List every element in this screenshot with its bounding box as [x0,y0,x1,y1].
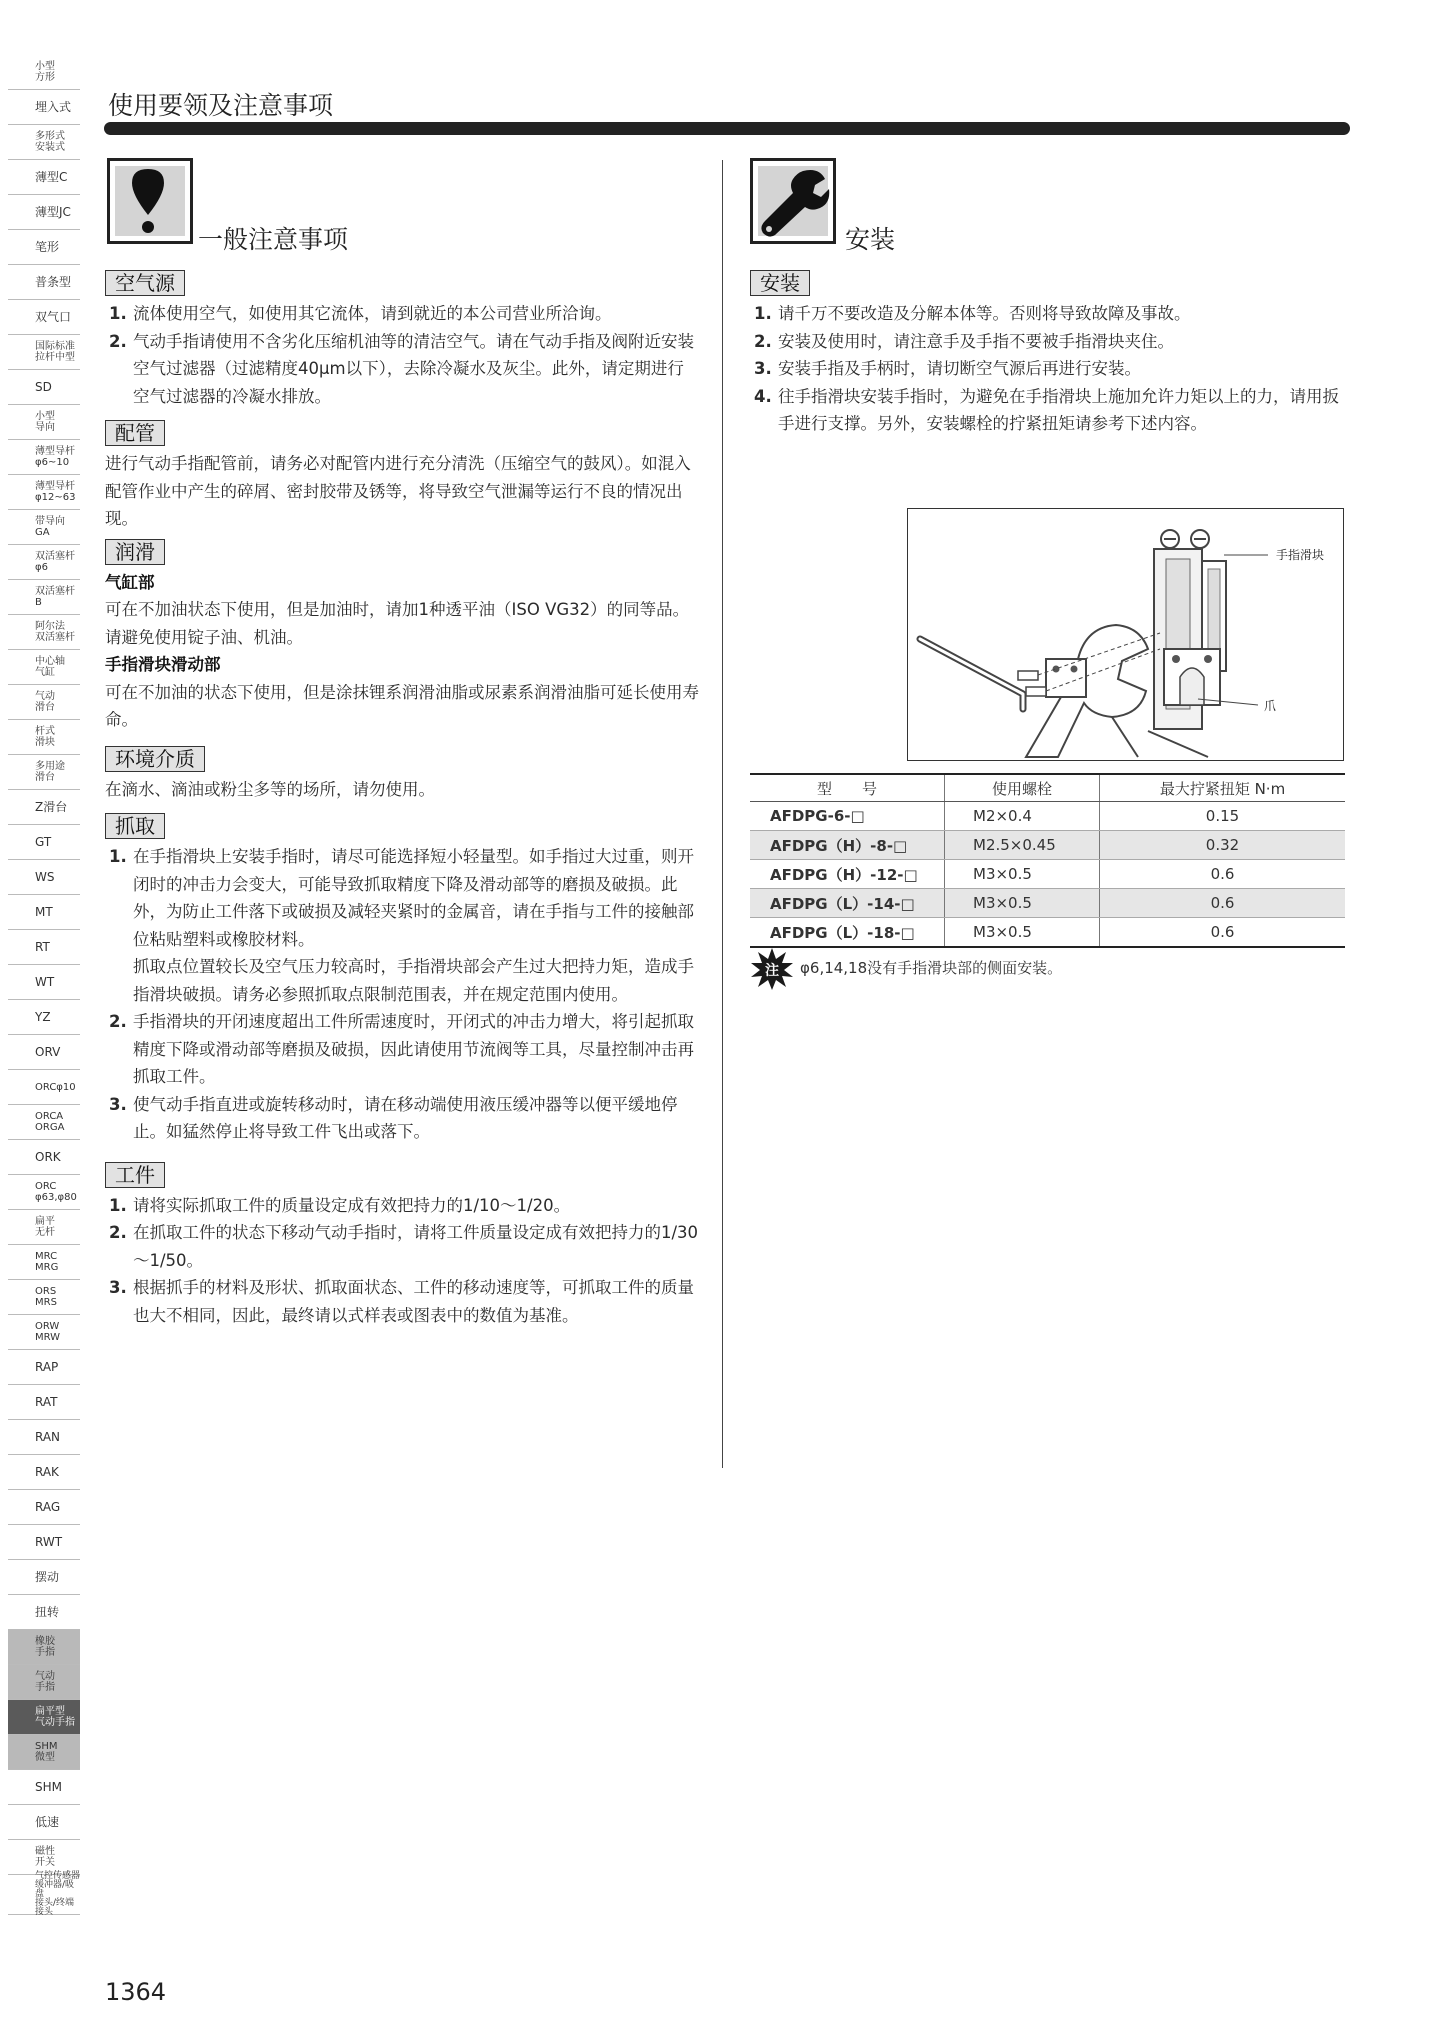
sidebar-item[interactable]: WS [8,860,80,895]
sidebar-item[interactable]: YZ [8,1000,80,1035]
sidebar-item[interactable]: 笔形 [8,230,80,265]
sidebar-item[interactable]: RAT [8,1385,80,1420]
subhead-environment: 环境介质 [105,746,205,772]
sidebar-item[interactable]: ORCA ORGA [8,1105,80,1140]
table-header-row [750,774,1345,802]
sidebar-item[interactable]: 薄型导杆 φ12~63 [8,475,80,510]
installation-list [750,300,1345,438]
list-item: 3. 使气动手指直进或旋转移动时，请在移动端使用液压缓冲器等以便平缓地停止。如猛然停止将导致工件飞出或落下。 [109,1094,678,1141]
note-badge: 注 [765,963,779,979]
title-rule [104,122,1350,135]
sidebar-item[interactable]: 杆式 滑块 [8,720,80,755]
wrench-icon [750,158,836,244]
sidebar-item[interactable]: SD [8,370,80,405]
sidebar-item[interactable]: 磁性 开关 [8,1840,80,1875]
sidebar-item[interactable]: 埋入式 [8,90,80,125]
sidebar-item[interactable]: 扁平型 气动手指 [8,1700,80,1735]
subhead-air-source: 空气源 [105,270,185,296]
sidebar-item[interactable]: 多形式 安装式 [8,125,80,160]
installation-heading: 安装 [845,225,896,254]
list-item: 3. 安装手指及手柄时，请切断空气源后再进行安装。 [754,359,1141,378]
list-item: 2. 在抓取工件的状态下移动气动手指时，请将工件质量设定成有效把持力的1/30～1/50。 [109,1223,699,1270]
sidebar-item[interactable]: 薄型C [8,160,80,195]
category-sidebar [8,55,80,1915]
table-row: AFDPG（L）-14-□ M3×0.5 0.6 [750,889,1345,918]
sidebar-item[interactable]: 橡胶 手指 [8,1630,80,1665]
table-row: AFDPG（L）-18-□ M3×0.5 0.6 [750,918,1345,948]
list-item: 2. 气动手指请使用不含劣化压缩机油等的清洁空气。请在气动手指及阀附近安装空气过滤器（过滤精度40μm以下），去除冷凝水及灰尘。此外，请定期进行空气过滤器的冷凝水排放。 [109,331,694,406]
left-column [105,264,700,1329]
list-item: 4. 往手指滑块安装手指时，为避免在手指滑块上施加允许力矩以上的力，请用扳手进行支撑。另外，安装螺栓的拧紧扭矩请参考下述内容。 [754,386,1339,433]
sidebar-item[interactable]: MT [8,895,80,930]
list-item: 2. 安装及使用时，请注意手及手指不要被手指滑块夹住。 [754,331,1174,351]
list-item: 1. 请将实际抓取工件的质量设定成有效把持力的1/10～1/20。 [109,1195,571,1215]
environment-text: 在滴水、滴油或粉尘多等的场所，请勿使用。 [105,779,435,799]
sidebar-item[interactable]: GT [8,825,80,860]
lubrication-cylinder-text: 可在不加油状态下使用，但是加油时，请加1种透平油（ISO VG32）的同等品。请避免使用锭子油、机油。 [105,600,690,647]
sidebar-item[interactable]: ORC φ63,φ80 [8,1175,80,1210]
sidebar-item[interactable]: 薄型JC [8,195,80,230]
sidebar-item[interactable]: 气控传感器 缓冲器/吸盘 接头/终端接头 [8,1875,80,1915]
sidebar-item[interactable]: Z滑台 [8,790,80,825]
list-item: 1. 请千万不要改造及分解本体等。否则将导致故障及事故。 [754,304,1191,323]
sidebar-item[interactable]: 国际标准 拉杆中型 [8,335,80,370]
sidebar-item[interactable]: 薄型导杆 φ6~10 [8,440,80,475]
sidebar-item[interactable]: 双活塞杆 B [8,580,80,615]
sidebar-item[interactable]: 扭转 [8,1595,80,1630]
note-burst-icon [750,947,794,991]
sidebar-item[interactable]: ORCφ10 [8,1070,80,1105]
workpiece-list [105,1192,700,1330]
gripping-list [105,843,700,1146]
sidebar-item[interactable]: 摆动 [8,1560,80,1595]
sidebar-item[interactable]: ORK [8,1140,80,1175]
table-row: AFDPG（H）-8-□ M2.5×0.45 0.32 [750,831,1345,860]
column-header-bolt: 使用螺栓 [945,774,1100,802]
finger-slider-label: 手指滑块 [1276,548,1325,562]
lubrication-slide-heading: 手指滑块滑动部 [105,655,221,674]
lubrication-slide-text: 可在不加油的状态下使用，但是涂抹锂系润滑油脂或尿素系润滑油脂可延长使用寿命。 [105,682,699,729]
tightening-torque-table [750,773,1345,948]
claw-label: 爪 [1264,699,1277,713]
sidebar-item[interactable]: 带导向 GA [8,510,80,545]
sidebar-item[interactable]: 小型 导向 [8,405,80,440]
sidebar-item[interactable]: MRC MRG [8,1245,80,1280]
sidebar-item[interactable]: SHM [8,1770,80,1805]
sidebar-item[interactable]: RAP [8,1350,80,1385]
page-number: 1364 [105,1978,167,2006]
subhead-piping: 配管 [105,420,165,446]
table-row: AFDPG（H）-12-□ M3×0.5 0.6 [750,860,1345,889]
sidebar-item[interactable]: RAN [8,1420,80,1455]
subhead-workpiece: 工件 [105,1162,165,1188]
right-column [750,264,1345,438]
sidebar-item[interactable]: ORW MRW [8,1315,80,1350]
sidebar-item[interactable]: RAG [8,1490,80,1525]
list-item: 3. 根据抓手的材料及形状、抓取面状态、工件的移动速度等，可抓取工件的质量也大不相同，因此，最终请以式样表或图表中的数值为基准。 [109,1278,694,1325]
sidebar-item[interactable]: 普条型 [8,265,80,300]
note-text: φ6,14,18没有手指滑块部的侧面安装。 [800,959,1063,977]
sidebar-item[interactable]: 扁平 无杆 [8,1210,80,1245]
sidebar-item[interactable]: RWT [8,1525,80,1560]
table-row: AFDPG-6-□ M2×0.4 0.15 [750,802,1345,831]
sidebar-item[interactable]: 多用途 滑台 [8,755,80,790]
page-title: 使用要领及注意事项 [108,91,334,120]
list-item: 1. 流体使用空气，如使用其它流体，请到就近的本公司营业所洽询。 [109,304,612,323]
caution-icon [107,158,193,244]
piping-text: 进行气动手指配管前，请务必对配管内进行充分清洗（压缩空气的鼓风）。如混入配管作业中产生的碎屑、密封胶带及锈等，将导致空气泄漏等运行不良的情况出现。 [105,454,691,528]
sidebar-item[interactable]: 中心轴 气缸 [8,650,80,685]
list-item: 2. 手指滑块的开闭速度超出工件所需速度时，开闭式的冲击力增大，将引起抓取精度下降或滑动部等磨损及破损，因此请使用节流阀等工具，尽量控制冲击再抓取工件。 [109,1012,694,1086]
sidebar-item[interactable]: RAK [8,1455,80,1490]
sidebar-item[interactable]: SHM 微型 [8,1735,80,1770]
lubrication-cylinder-heading: 气缸部 [105,572,155,592]
sidebar-item[interactable]: RT [8,930,80,965]
column-header-model: 型 号 [750,774,945,802]
subhead-installation: 安装 [750,270,810,296]
list-item: 1. 在手指滑块上安装手指时，请尽可能选择短小轻量型。如手指过大过重，则开闭时的冲击力会变大，可能导致抓取精度下降及滑动部等的磨损及破损。此外，为防止工件落下或破损及减轻夹紧时的金属音，请在手指与工件的接触部位粘贴塑料或橡胶材料。 抓取点位置较长及空气压力较高时，手指滑块部会产生过大把持力矩，造成手指滑块破损。请务必参照抓取点限制范围表，并在规定范围内使用。 [109,847,694,1004]
installation-figure [907,508,1344,761]
sidebar-item[interactable]: ORS MRS [8,1280,80,1315]
column-divider [722,160,723,1468]
air-source-list [105,300,700,410]
sidebar-item[interactable]: 气动 手指 [8,1665,80,1700]
sidebar-item[interactable]: WT [8,965,80,1000]
general-cautions-heading: 一般注意事项 [198,225,349,254]
subhead-gripping: 抓取 [105,813,165,839]
sidebar-item[interactable]: ORV [8,1035,80,1070]
sidebar-item[interactable]: 低速 [8,1805,80,1840]
sidebar-item[interactable]: 气动 滑台 [8,685,80,720]
subhead-lubrication: 润滑 [105,539,165,565]
sidebar-item[interactable]: 小型 方形 [8,55,80,90]
sidebar-item[interactable]: 双活塞杆 φ6 [8,545,80,580]
sidebar-item[interactable]: 阿尔法 双活塞杆 [8,615,80,650]
sidebar-item[interactable]: 双气口 [8,300,80,335]
column-header-torque: 最大拧紧扭矩 N·m [1100,774,1346,802]
